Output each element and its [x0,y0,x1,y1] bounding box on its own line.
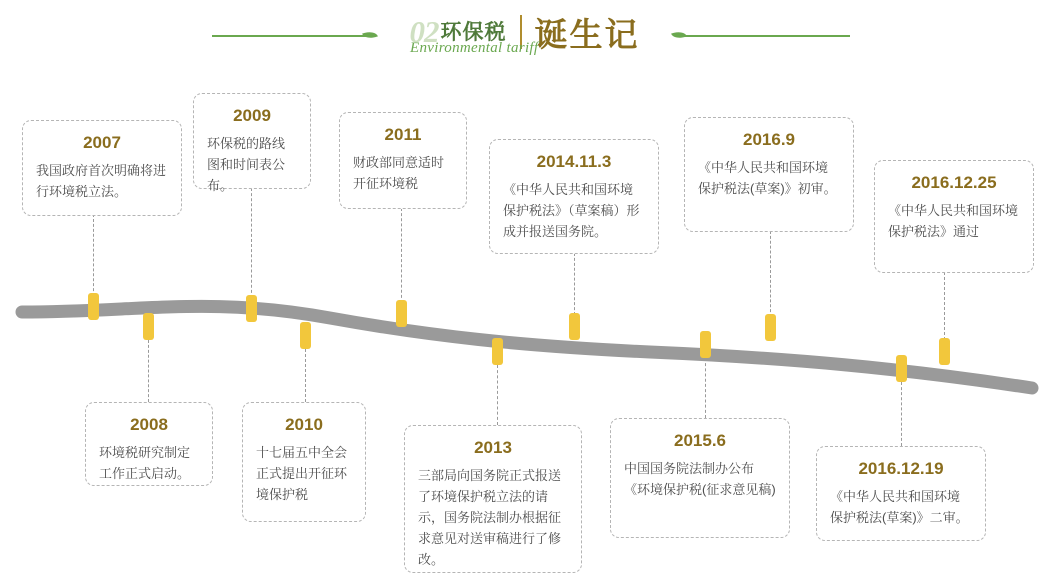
timeline-card-text: 三部局向国务院正式报送了环境保护税立法的请示，国务院法制办根据征求意见对送审稿进行了修改。 [418,468,562,567]
timeline-card-text: 环保税的路线图和时间表公布。 [207,136,286,193]
connector-line [93,214,94,296]
page-header [0,0,1050,72]
timeline-pin [569,313,580,340]
timeline-card-date: 2010 [285,415,323,434]
timeline-card-text: 《中华人民共和国环境保护税法(草案)》初审。 [698,160,837,196]
timeline-card-text: 《中华人民共和国环境保护税法(草案)》二审。 [830,489,969,525]
connector-line [574,253,575,315]
timeline-card-text: 十七届五中全会正式提出开征环境保护税 [256,445,348,502]
page-title: 诞生记 [534,15,640,53]
timeline-card-date: 2013 [474,438,512,457]
connector-line [401,208,402,303]
timeline-card-date: 2016.9 [743,130,795,149]
timeline-card-date: 2011 [384,125,422,144]
header-rule-left [212,35,372,37]
timeline-card-date: 2007 [83,133,121,152]
timeline-card[interactable] [404,425,582,573]
header-cn-label: 环保税 [440,21,507,44]
timeline-card-text: 《中华人民共和国环境保护税法》（草案稿）形成并报送国务院。 [503,182,640,239]
timeline-card-date: 2009 [233,106,271,125]
timeline-card-text: 环境税研究制定工作正式启动。 [99,445,191,481]
header-en-label: Environmental tariff [410,40,539,56]
connector-line [901,382,902,446]
timeline-pin [88,293,99,320]
timeline-card[interactable] [874,160,1034,273]
connector-line [770,231,771,317]
timeline-road [0,290,1050,400]
timeline-card[interactable] [339,112,467,209]
connector-line [944,272,945,340]
timeline-pin [700,331,711,358]
timeline-card[interactable] [242,402,366,522]
header-number: 02 [409,14,439,49]
timeline-card[interactable] [489,139,659,254]
timeline-card-text: 我国政府首次明确将进行环境税立法。 [36,163,167,199]
timeline-card-date: 2016.12.25 [911,173,997,192]
timeline-card-date: 2016.12.19 [858,459,944,478]
connector-line [705,358,706,418]
connector-line [148,340,149,402]
timeline-pin [939,338,950,365]
timeline-card-text: 财政部同意适时开征环境税 [353,155,445,191]
timeline-card-text: 中国国务院法制办公布《环境保护税(征求意见稿) [624,461,776,497]
header-title-group [372,0,677,72]
timeline-card[interactable] [816,446,986,541]
timeline-card-date: 2014.11.3 [536,152,612,171]
timeline-card-date: 2015.6 [674,431,726,450]
timeline-card-date: 2008 [130,415,168,434]
timeline-pin [396,300,407,327]
timeline-card-text: 《中华人民共和国环境保护税法》通过 [888,203,1019,239]
timeline-card[interactable] [193,93,311,193]
timeline-card[interactable] [684,117,854,232]
timeline-pin [896,355,907,382]
connector-line [497,365,498,425]
connector-line [305,349,306,402]
timeline-card[interactable] [610,418,790,538]
timeline-pin [492,338,503,365]
timeline-pin [143,313,154,340]
timeline-pin [300,322,311,349]
timeline-card[interactable] [85,402,213,486]
header-rule-right [675,35,850,37]
timeline-pin [246,295,257,322]
connector-line [251,188,252,298]
timeline-card[interactable] [22,120,182,216]
timeline-pin [765,314,776,341]
